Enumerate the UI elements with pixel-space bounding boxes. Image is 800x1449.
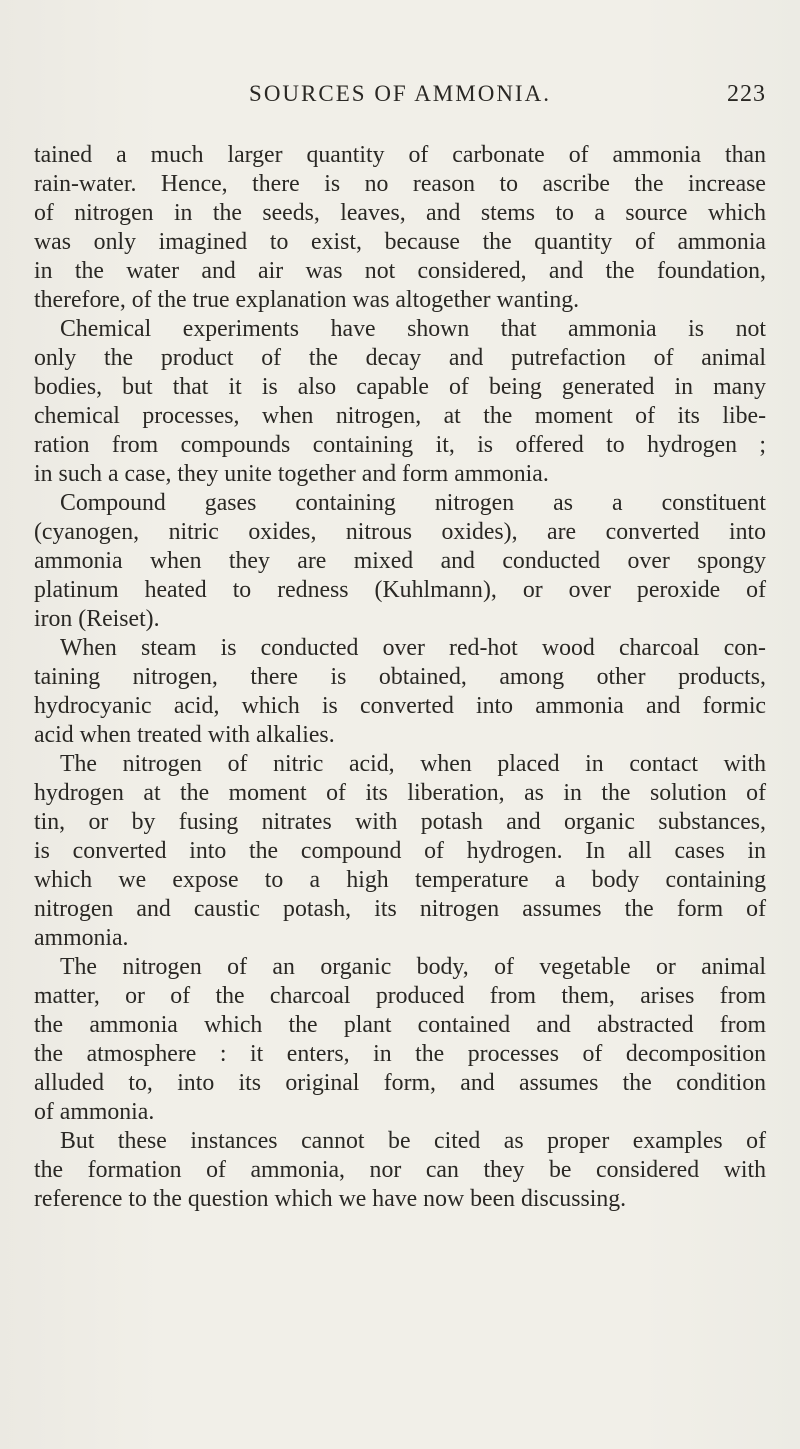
text-line: When steam is conducted over red-hot wood charcoal con- [60,635,766,661]
text-line: the atmosphere : it enters, in the processes of decomposition [34,1041,766,1067]
text-line: But these instances cannot be cited as proper examples of [60,1128,766,1154]
text-line: in such a case, they unite together and form ammonia. [34,461,549,487]
text-line: taining nitrogen, there is obtained, among other products, [34,664,766,690]
text-line: chemical processes, when nitrogen, at the moment of its libe- [34,403,766,429]
text-line: ammonia. [34,925,129,951]
text-line: of nitrogen in the seeds, leaves, and stems to a source which [34,200,766,226]
text-line: ammonia when they are mixed and conducted over spongy [34,548,766,574]
text-line: (cyanogen, nitric oxides, nitrous oxides), are converted into [34,519,766,545]
text-line: of ammonia. [34,1099,155,1125]
text-line: rain-water. Hence, there is no reason to ascribe the increase [34,171,766,197]
text-line: only the product of the decay and putrefaction of animal [34,345,766,371]
running-title: SOURCES OF AMMONIA. [249,81,551,106]
text-line: the formation of ammonia, nor can they be considered with [34,1157,766,1183]
text-line: was only imagined to exist, because the quantity of ammonia [34,229,766,255]
text-line: bodies, but that it is also capable of being generated in many [34,374,766,400]
body-text [34,141,766,1214]
paragraph [34,315,766,489]
text-line: hydrogen at the moment of its liberation, as in the solution of [34,780,766,806]
text-line: ration from compounds containing it, is offered to hydrogen ; [34,432,766,458]
text-line: alluded to, into its original form, and assumes the condition [34,1070,766,1096]
text-line: the ammonia which the plant contained and abstracted from [34,1012,766,1038]
text-line: hydrocyanic acid, which is converted into ammonia and formic [34,693,766,719]
text-line: in the water and air was not considered, and the foundation, [34,258,766,284]
text-line: The nitrogen of nitric acid, when placed in contact with [60,751,766,777]
text-line: matter, or of the charcoal produced from them, arises from [34,983,766,1009]
paragraph [34,750,766,953]
paragraph [34,634,766,750]
text-line: acid when treated with alkalies. [34,722,335,748]
text-line: platinum heated to redness (Kuhlmann), or over peroxide of [34,577,766,603]
text-line: iron (Reiset). [34,606,160,632]
text-line: The nitrogen of an organic body, of vegetable or animal [60,954,766,980]
paragraph [34,953,766,1127]
text-line: is converted into the compound of hydrogen. In all cases in [34,838,766,864]
text-line: Compound gases containing nitrogen as a constituent [60,490,766,516]
text-line: therefore, of the true explanation was altogether wanting. [34,287,580,313]
text-line: Chemical experiments have shown that ammonia is not [60,316,766,342]
text-line: nitrogen and caustic potash, its nitrogen assumes the form of [34,896,766,922]
page-number: 223 [727,81,766,107]
text-line: which we expose to a high temperature a body containing [34,867,766,893]
paragraph [34,1127,766,1214]
text-line: tin, or by fusing nitrates with potash and organic substances, [34,809,766,835]
paragraph [34,489,766,634]
paragraph [34,141,766,315]
text-line: tained a much larger quantity of carbonate of ammonia than [34,142,766,168]
text-line: reference to the question which we have now been discussing. [34,1186,627,1212]
running-head [34,81,766,111]
